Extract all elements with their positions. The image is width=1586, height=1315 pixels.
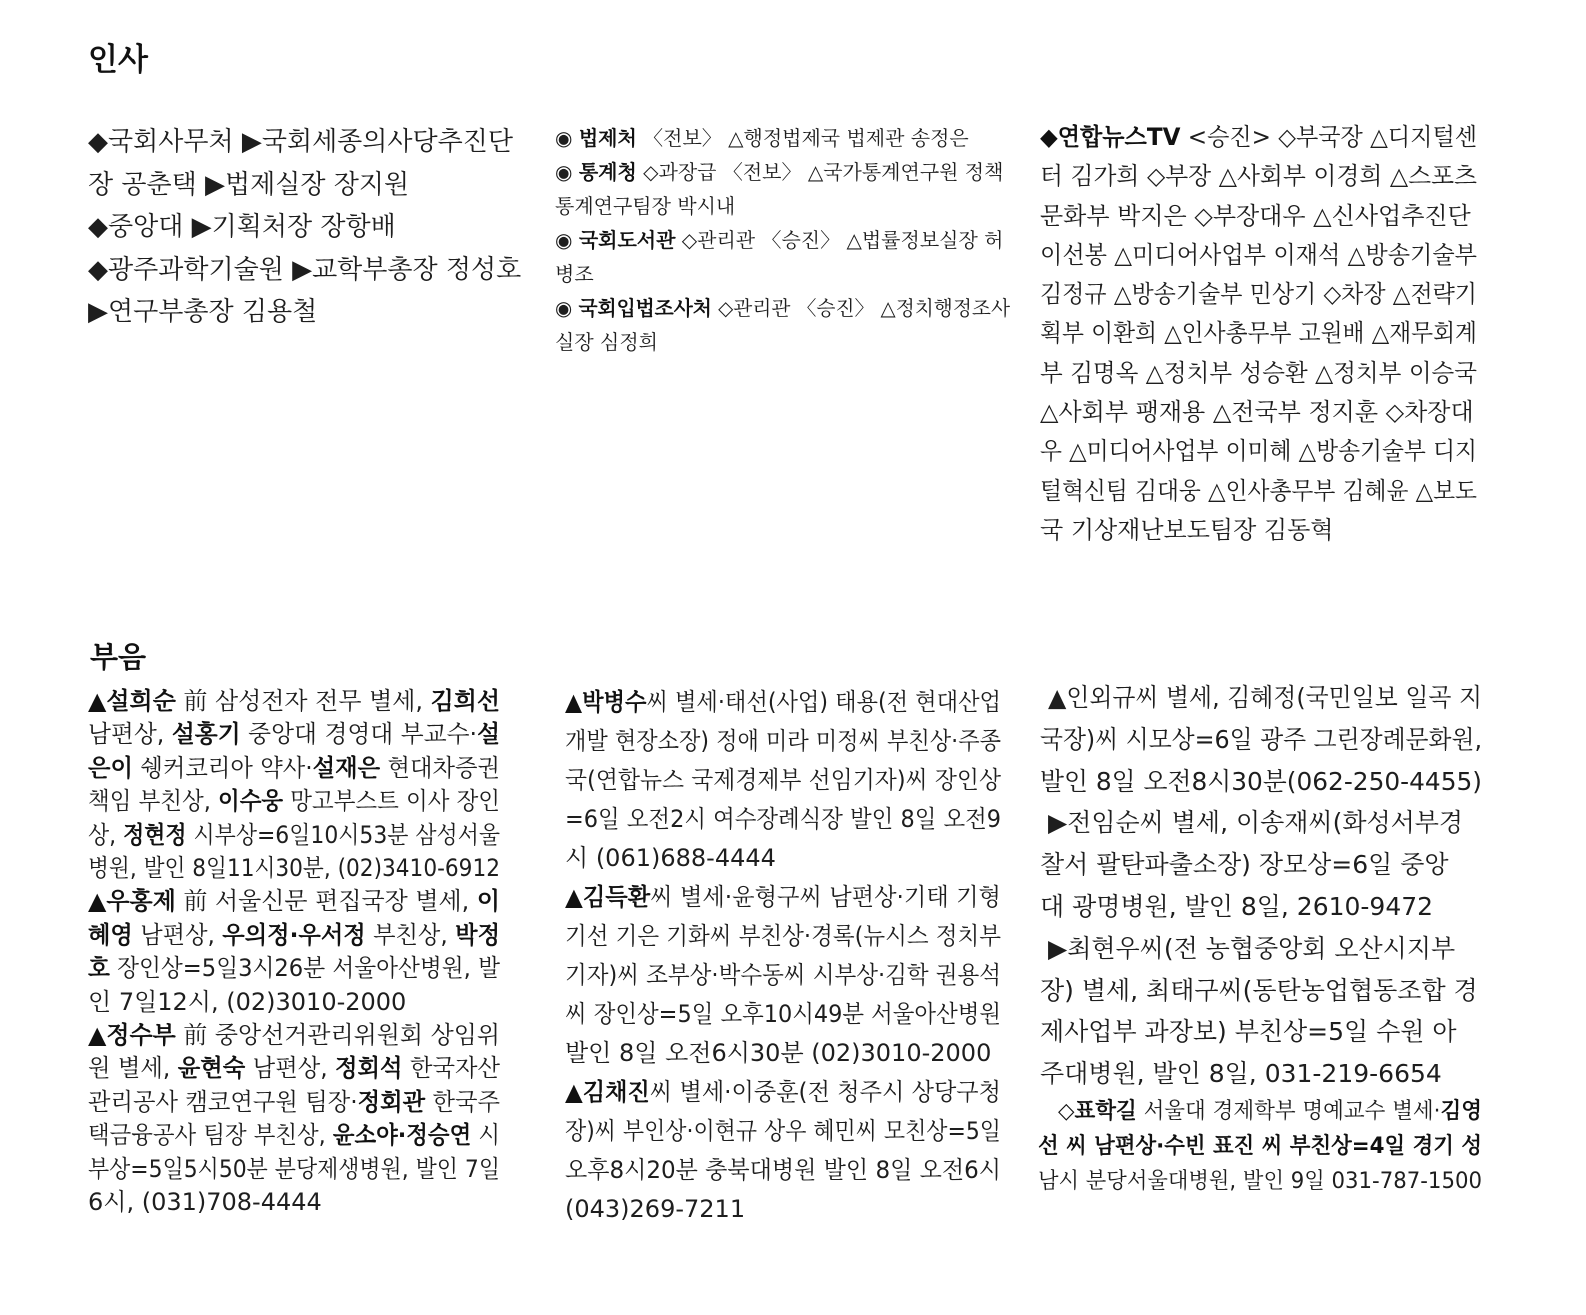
text-line [1040, 354, 1477, 393]
personnel-section-title: 인사 [88, 42, 148, 78]
text-segment: 실장 심정희 [555, 330, 658, 354]
text-segment: 이선봉 △미디어사업부 이재석 △방송기술부 [1040, 240, 1477, 269]
text-segment: ◇관리관 〈승진〉 △법률정보실장 허 [675, 228, 1004, 252]
text-segment: 국장)씨 시모상=6일 광주 그린장례문화원, [1040, 724, 1482, 754]
line-text [1040, 1053, 1442, 1095]
line-text [88, 752, 500, 785]
line-text [1040, 157, 1477, 196]
personnel-entry [88, 249, 524, 334]
bold-name: 국회도서관 [578, 228, 676, 252]
line-text [88, 1019, 500, 1052]
text-segment: 한국주 [425, 1087, 500, 1116]
text-segment: 장 공춘택 ▶법제실장 장지원 [88, 169, 410, 200]
line-text [1040, 970, 1478, 1012]
text-line [88, 685, 500, 718]
text-line [555, 325, 1010, 359]
obituary-entry [565, 878, 1001, 1073]
text-line [1038, 1094, 1482, 1129]
text-line [565, 839, 1001, 878]
text-line [88, 1153, 500, 1186]
line-text [88, 785, 500, 818]
text-segment: (043)269-7211 [565, 1195, 746, 1223]
bold-name: 윤소야·정승연 [332, 1121, 472, 1150]
line-text [88, 819, 500, 852]
personnel-column-3 [1040, 118, 1477, 550]
text-line [1040, 844, 1482, 886]
personnel-column-2 [555, 121, 1010, 359]
line-text [88, 1153, 500, 1186]
obituary-section-title: 부음 [90, 640, 147, 674]
text-segment: 장인상=5일3시26분 서울아산병원, 발 [109, 954, 500, 983]
text-line [565, 1034, 1001, 1073]
bold-name: ▲설희순 [88, 687, 176, 715]
text-segment: 중앙대 경영대 부교수· [240, 720, 478, 749]
personnel-column-1 [88, 121, 524, 334]
text-segment: 망고부스트 이사 장인 [283, 787, 500, 816]
line-text [1038, 1164, 1482, 1199]
text-segment: 오후8시20분 충북대병원 발인 8일 오전6시 [565, 1156, 1001, 1184]
line-text [1040, 118, 1477, 157]
bold-name: 혜영 [88, 920, 133, 949]
text-line [1040, 157, 1477, 196]
line-text [565, 1073, 1001, 1112]
text-line [88, 752, 500, 785]
obituary-entry [1040, 677, 1482, 802]
line-text [565, 1112, 1001, 1151]
line-text [88, 1086, 500, 1119]
text-segment: 문화부 박지은 ◇부장대우 △신사업추진단 [1040, 201, 1471, 230]
bold-name: 정현정 [123, 820, 187, 849]
text-segment: 前 삼성전자 전무 별세, [175, 687, 431, 715]
text-line [1040, 511, 1477, 550]
line-text [565, 839, 776, 878]
line-text [1040, 886, 1433, 928]
text-segment: 원 별세, [88, 1054, 178, 1083]
text-segment: ◉ [555, 160, 579, 184]
text-line [565, 800, 1001, 839]
line-text [88, 206, 396, 249]
line-text [1040, 197, 1471, 236]
text-segment: 주대병원, 발인 8일, 031-219-6654 [1040, 1059, 1442, 1089]
text-line [88, 1086, 500, 1119]
line-text [565, 1034, 991, 1073]
text-segment: ▶전임순씨 별세, 이송재씨(화성서부경 [1048, 808, 1464, 838]
text-segment: 기선 기은 기화씨 부친상·경록(뉴시스 정치부 [565, 922, 1001, 950]
text-segment: 부 김명옥 △정치부 성승환 △정치부 이승국 [1040, 358, 1477, 387]
text-segment: 씨 장인상=5일 오후10시49분 서울아산병원 [565, 1000, 1001, 1028]
text-line [555, 223, 1010, 257]
line-text [565, 683, 1001, 722]
text-line [88, 852, 500, 885]
text-segment: 통계연구팀장 박시내 [555, 194, 736, 218]
line-text [555, 121, 969, 155]
obituary-column-1 [88, 685, 500, 1220]
text-segment: 관리공사 캠코연구원 팀장· [88, 1087, 358, 1116]
line-text [555, 257, 594, 291]
text-segment: 쉥커코리아 약사· [132, 753, 313, 782]
bold-name: 법제처 [578, 126, 637, 150]
bold-name: 국회입법조사처 [578, 296, 712, 320]
text-segment: ◆중앙대 ▶기획처장 장항배 [88, 212, 396, 242]
text-segment: 씨 별세·태선(사업) 태용(전 현대산업 [646, 688, 1001, 716]
line-text [1040, 844, 1449, 886]
obituary-entry [88, 1019, 500, 1219]
text-segment: 시부상=6일10시53분 삼성서울 [186, 820, 500, 849]
line-text [88, 952, 500, 985]
text-segment: 서울대 경제학부 명예교수 별세· [1136, 1099, 1441, 1124]
text-segment: ▲인외규씨 별세, 김혜정(국민일보 일곡 지 [1048, 683, 1482, 712]
text-line [565, 1073, 1001, 1112]
text-line [88, 952, 500, 985]
text-line [1040, 719, 1482, 761]
text-line [1040, 472, 1477, 511]
text-segment: 부친상, [365, 920, 456, 949]
text-line [1040, 118, 1477, 157]
obituary-entry [565, 683, 1001, 878]
line-text [1040, 275, 1477, 314]
text-segment: △사회부 팽재용 △전국부 정지훈 ◇차장대 [1040, 398, 1474, 427]
obituary-entry [1040, 928, 1482, 1095]
text-segment: 〈전보〉 △행정법제국 법제관 송정은 [636, 126, 969, 150]
text-segment: 남편상, [132, 920, 223, 949]
text-segment: 대 광명병원, 발인 8일, 2610-9472 [1040, 891, 1434, 921]
text-segment: 터 김가희 ◇부장 △사회부 이경희 △스포츠 [1040, 162, 1477, 191]
personnel-entry [1040, 118, 1477, 550]
text-line [565, 917, 1001, 956]
line-text [1040, 761, 1482, 803]
text-segment: ▶연구부총장 김용철 [88, 297, 318, 327]
line-text [555, 223, 1003, 257]
line-text [565, 878, 1001, 917]
text-line [88, 291, 524, 334]
personnel-entry [555, 223, 1010, 291]
bold-name: 김희선 [430, 687, 500, 715]
line-text [565, 1151, 1001, 1190]
text-line [1040, 970, 1482, 1012]
text-segment: 6시, (031)708-4444 [88, 1188, 322, 1217]
text-line [88, 206, 524, 249]
obituary-column-2 [565, 683, 1001, 1229]
bold-name: ▲김득환 [565, 883, 651, 911]
text-segment: 시 [471, 1121, 500, 1150]
obituary-entry [1038, 1094, 1482, 1199]
text-segment: 획부 이환희 △인사총무부 고원배 △재무회계 [1040, 319, 1477, 348]
text-line [1038, 1129, 1482, 1164]
text-segment: <승진> ◇부국장 △디지털센 [1180, 123, 1477, 151]
line-text [1040, 236, 1477, 275]
text-line [565, 878, 1001, 917]
text-line [555, 155, 1010, 189]
line-text [565, 761, 1001, 800]
line-text [1048, 677, 1482, 719]
line-text [565, 917, 1001, 956]
line-text [88, 121, 513, 164]
text-segment: ▶최현우씨(전 농협중앙회 오산시지부 [1048, 933, 1456, 963]
bold-name: 설 [477, 720, 500, 749]
text-line [88, 1186, 500, 1219]
text-segment: 털혁신팀 김대웅 △인사총무부 김혜윤 △보도 [1040, 476, 1477, 505]
personnel-entry [555, 155, 1010, 223]
text-line [1040, 1053, 1482, 1095]
obituary-entry [565, 1073, 1001, 1229]
text-line [88, 164, 524, 207]
text-segment: 부상=5일5시50분 분당제생병원, 발인 7일 [88, 1154, 500, 1183]
text-segment: 택금융공사 팀장 부친상, [88, 1121, 333, 1150]
text-line [565, 956, 1001, 995]
text-segment: 책임 부친상, [88, 787, 219, 816]
text-line [555, 189, 1010, 223]
text-segment: 인 7일12시, (02)3010-2000 [88, 987, 407, 1016]
text-segment: 前 중앙선거관리위원회 상임위 [175, 1021, 500, 1050]
text-segment: 국(연합뉴스 국제경제부 선임기자)씨 장인상 [565, 766, 1001, 794]
line-text [565, 956, 1001, 995]
text-line [88, 986, 500, 1019]
text-line [88, 249, 524, 292]
text-segment: 발인 8일 오전6시30분 (02)3010-2000 [565, 1039, 992, 1067]
line-text [1040, 719, 1482, 761]
bold-name: 선 씨 남편상·수빈 표진 씨 부친상=4일 경기 성 [1038, 1134, 1482, 1159]
text-segment: ◉ [555, 126, 579, 150]
text-segment: 국 기상재난보도팀장 김동혁 [1040, 515, 1334, 544]
text-segment: ◇관리관 〈승진〉 △정치행정조사 [711, 296, 1010, 320]
line-text [1040, 393, 1474, 432]
text-line [88, 121, 524, 164]
bold-name: 정회석 [335, 1054, 403, 1083]
text-line [88, 785, 500, 818]
text-segment: 前 서울신문 편집국장 별세, [175, 887, 477, 916]
bold-name: 정회관 [357, 1087, 426, 1116]
text-line [565, 722, 1001, 761]
text-segment: 상, [88, 820, 124, 849]
text-segment: 기자)씨 조부상·박수동씨 시부상·김학 권용석 [565, 961, 1001, 989]
line-text [88, 291, 317, 334]
text-segment: =6일 오전2시 여수장례식장 발인 8일 오전9 [565, 805, 1001, 833]
line-text [88, 1186, 322, 1219]
text-line [565, 761, 1001, 800]
obituary-notice [1038, 1094, 1482, 1199]
bold-name: 이수웅 [218, 787, 284, 816]
text-segment: 찰서 팔탄파출소장) 장모상=6일 중앙 [1040, 850, 1449, 880]
line-text [88, 852, 500, 885]
personnel-entry [88, 121, 524, 206]
bold-name: 박정 [455, 920, 500, 949]
text-line [1040, 886, 1482, 928]
text-segment: ◇과장급 〈전보〉 △국가통계연구원 정책 [636, 160, 1004, 184]
bold-name: ◆연합뉴스TV [1040, 123, 1181, 151]
line-text [555, 189, 735, 223]
line-text [88, 1119, 500, 1152]
bold-name: 윤현숙 [177, 1054, 246, 1083]
obituary-entry [88, 685, 500, 885]
personnel-entry [555, 121, 1010, 155]
personnel-entry [88, 206, 524, 249]
text-segment: 남시 분당서울대병원, 발인 9일 031-787-1500 [1038, 1169, 1482, 1194]
bold-name: ▲정수부 [88, 1021, 176, 1050]
line-text [88, 1052, 500, 1085]
text-line [1040, 677, 1482, 719]
text-segment: 장)씨 부인상·이현규 상우 혜민씨 모친상=5일 [565, 1117, 1001, 1145]
bold-name: ▲박병수 [565, 688, 647, 716]
text-segment: 시 (061)688-4444 [565, 844, 776, 872]
line-text [565, 722, 1001, 761]
text-line [1040, 802, 1482, 844]
text-line [88, 1119, 500, 1152]
text-line [565, 1112, 1001, 1151]
text-segment: 남편상, [88, 720, 172, 749]
text-line [1040, 393, 1477, 432]
line-text [1048, 928, 1455, 970]
text-line [1040, 1011, 1482, 1053]
line-text [1038, 1129, 1482, 1164]
line-text [88, 685, 500, 718]
text-segment: ◉ [555, 228, 579, 252]
line-text [88, 885, 500, 918]
personnel-entry [555, 291, 1010, 359]
text-segment: 남편상, [245, 1054, 336, 1083]
text-segment: 씨 별세·이중훈(전 청주시 상당구청 [649, 1078, 1001, 1106]
text-line [1040, 761, 1482, 803]
bold-name: ◇표학길 [1058, 1099, 1137, 1124]
line-text [88, 249, 521, 292]
text-line [555, 291, 1010, 325]
bold-name: 우의정·우서정 [222, 920, 366, 949]
text-line [88, 919, 500, 952]
bold-name: ▲김채진 [565, 1078, 650, 1106]
text-segment: 우 △미디어사업부 이미혜 △방송기술부 디지 [1040, 437, 1477, 466]
text-line [1040, 432, 1477, 471]
bold-name: 설재은 [312, 753, 381, 782]
text-line [1040, 275, 1477, 314]
line-text [565, 800, 1001, 839]
text-line [1038, 1164, 1482, 1199]
line-text [88, 164, 409, 207]
obituary-entry [88, 885, 500, 1019]
text-line [1040, 236, 1477, 275]
text-line [565, 995, 1001, 1034]
line-text [1040, 1011, 1457, 1053]
bold-name: 호 [88, 954, 110, 983]
text-segment: 현대차증권 [380, 753, 500, 782]
text-segment: 씨 별세·윤형구씨 남편상·기태 기형 [650, 883, 1001, 911]
line-text [565, 995, 1001, 1034]
line-text [1040, 354, 1477, 393]
line-text [88, 718, 500, 751]
text-segment: 장) 별세, 최태구씨(동탄농업협동조합 경 [1040, 975, 1478, 1005]
line-text [88, 986, 406, 1019]
text-line [565, 683, 1001, 722]
line-text [88, 919, 500, 952]
text-line [1040, 197, 1477, 236]
text-line [88, 1019, 500, 1052]
text-segment: 병원, 발인 8일11시30분, (02)3410-6912 [88, 854, 500, 883]
text-segment: 한국자산 [402, 1054, 500, 1083]
text-segment: 제사업부 과장보) 부친상=5일 수원 아 [1040, 1017, 1457, 1047]
line-text [1040, 511, 1333, 550]
bold-name: 은이 [88, 753, 133, 782]
line-text [1040, 314, 1477, 353]
text-line [1040, 314, 1477, 353]
text-line [565, 1151, 1001, 1190]
text-line [88, 718, 500, 751]
line-text [555, 325, 658, 359]
line-text [1040, 472, 1477, 511]
line-text [565, 1190, 745, 1229]
text-line [555, 257, 1010, 291]
obituary-column-3 [1040, 677, 1482, 1095]
text-segment: 발인 8일 오전8시30분(062-250-4455) [1040, 766, 1482, 796]
text-segment: 병조 [555, 262, 594, 286]
text-line [555, 121, 1010, 155]
bold-name: 설홍기 [171, 720, 241, 749]
text-line [88, 885, 500, 918]
bold-name: 김영 [1440, 1099, 1482, 1124]
text-line [1040, 928, 1482, 970]
bold-name: 이 [476, 887, 500, 916]
line-text [1048, 802, 1463, 844]
text-segment: ◆국회사무처 ▶국회세종의사당추진단 [88, 127, 513, 157]
bold-name: ▲우홍제 [88, 887, 176, 916]
text-line [88, 1052, 500, 1085]
line-text [555, 291, 1010, 325]
text-line [565, 1190, 1001, 1229]
obituary-entry [1040, 802, 1482, 927]
line-text [1058, 1094, 1482, 1129]
line-text [1040, 432, 1477, 471]
text-line [88, 819, 500, 852]
text-segment: 개발 현장소장) 정애 미라 미정씨 부친상·주종 [565, 727, 1001, 755]
line-text [555, 155, 1003, 189]
text-segment: ◉ [555, 296, 579, 320]
text-segment: 김정규 △방송기술부 민상기 ◇차장 △전략기 [1040, 280, 1477, 309]
text-segment: ◆광주과학기술원 ▶교학부총장 정성호 [88, 254, 522, 285]
bold-name: 통계청 [578, 160, 637, 184]
